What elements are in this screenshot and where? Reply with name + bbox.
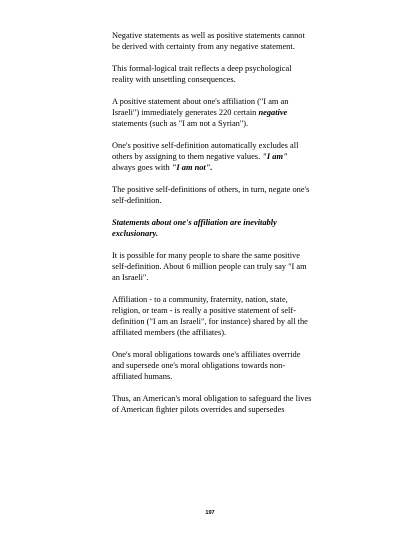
paragraph-7: It is possible for many people to share the same positive self-definition. About 6 million people can truly say "I am an Israeli".: [112, 251, 307, 282]
paragraph-2: This formal-logical trait reflects a deep psychological reality with unsettling consequences.: [112, 64, 292, 84]
paragraph-5: The positive self-definitions of others, in turn, negate one's self-definition.: [112, 185, 310, 205]
paragraph-3-text-c: statements (such as "I am not a Syrian").: [112, 119, 249, 128]
paragraph-4-emphasis-i-am: "I am": [262, 152, 288, 161]
paragraph-4: [112, 140, 312, 173]
paragraph-3: [112, 96, 312, 129]
paragraph-9: One's moral obligations towards one's affiliates override and supersede one's moral obligations towards non-affiliated humans.: [112, 350, 301, 381]
page-number: 197: [205, 510, 215, 516]
paragraph-3-text-a: A positive statement about one's affiliation ("I am an Israeli") immediately generates 220 certain: [112, 97, 289, 117]
paragraph-4-text-c: always goes with: [112, 163, 172, 172]
paragraph-10: Thus, an American's moral obligation to safeguard the lives of American fighter pilots overrides and supersedes: [112, 394, 312, 414]
paragraph-4-text-a: One's positive self-definition automatically excludes all others by assigning to them negative values.: [112, 141, 299, 161]
body-text: [112, 30, 312, 426]
paragraph-4-emphasis-i-am-not: "I am not".: [171, 163, 213, 172]
paragraph-3-emphasis: negative: [258, 108, 288, 117]
paragraph-1: Negative statements as well as positive statements cannot be derived with certainty from any negative statement.: [112, 31, 305, 51]
paragraph-8: Affiliation - to a community, fraternity, nation, state, religion, or team - is really a positive statement of self-definition ("I am an Israeli", for instance) shared by all the affiliated members (the affiliates).: [112, 295, 308, 337]
paragraph-6-emphasized: Statements about one's affiliation are inevitably exclusionary.: [112, 218, 277, 238]
